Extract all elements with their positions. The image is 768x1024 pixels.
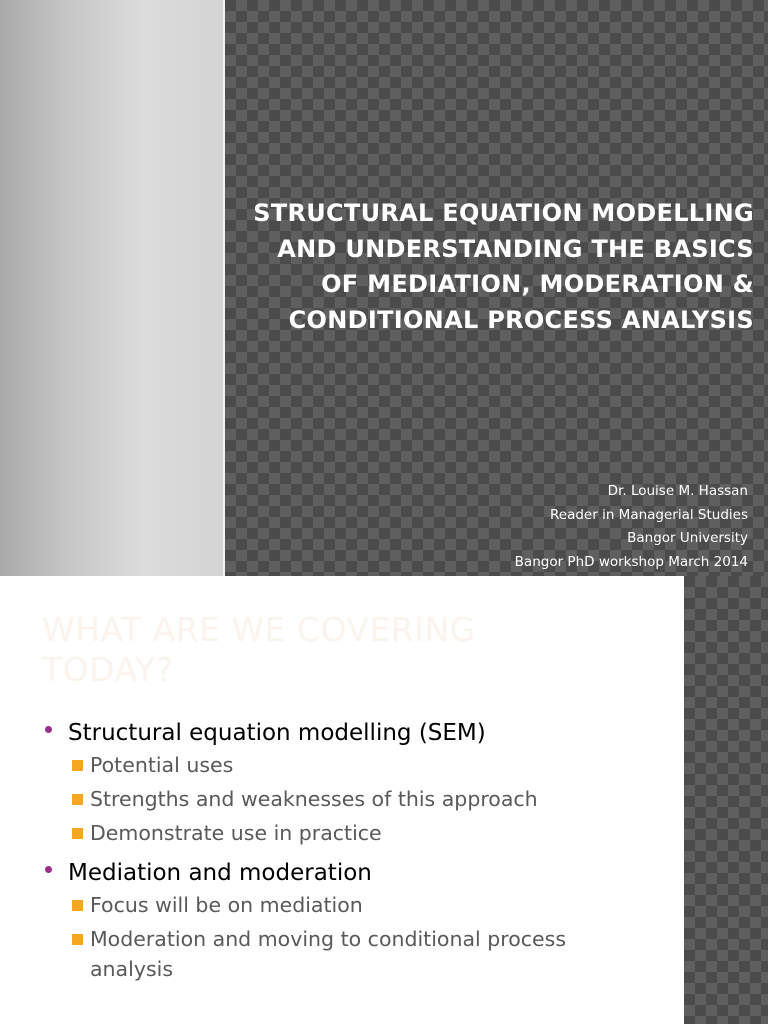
- sub-bullet-text: Strengths and weaknesses of this approach: [90, 787, 538, 811]
- sub-bullet-text: Potential uses: [90, 753, 234, 777]
- bullet-item: [42, 716, 642, 848]
- diamond-pattern-panel: [225, 0, 768, 576]
- agenda-slide: [0, 576, 768, 1024]
- bullet-item: [42, 856, 642, 984]
- sub-bullet-item: [68, 784, 642, 814]
- title-line: OF MEDIATION, MODERATION &: [321, 270, 754, 298]
- agenda-body: [42, 716, 642, 992]
- bullet-dot-icon: [45, 866, 52, 873]
- author-role: Reader in Managerial Studies: [550, 506, 748, 523]
- author-name: Dr. Louise M. Hassan: [607, 483, 748, 499]
- sub-bullet-text: Demonstrate use in practice: [90, 821, 382, 845]
- agenda-title-line: TODAY?: [42, 650, 174, 689]
- square-bullet-icon: [72, 934, 83, 945]
- title-line: CONDITIONAL PROCESS ANALYSIS: [288, 305, 754, 334]
- title-line: STRUCTURAL EQUATION MODELLING: [253, 199, 754, 227]
- gradient-panel: [0, 0, 223, 576]
- sub-bullet-text: Moderation and moving to conditional process analysis: [90, 927, 567, 981]
- square-bullet-icon: [72, 828, 83, 839]
- bullet-dot-icon: [45, 726, 52, 733]
- square-bullet-icon: [72, 760, 83, 771]
- agenda-title: [42, 610, 476, 690]
- square-bullet-icon: [72, 900, 83, 911]
- sub-bullet-list: [68, 750, 642, 848]
- bullet-list: [42, 716, 642, 984]
- sub-bullet-list: [68, 890, 642, 984]
- square-bullet-icon: [72, 794, 83, 805]
- title-line: AND UNDERSTANDING THE BASICS: [277, 234, 754, 263]
- sub-bullet-item: [68, 818, 642, 848]
- sub-bullet-text: Focus will be on mediation: [90, 893, 363, 917]
- bullet-text: Mediation and moderation: [68, 860, 372, 886]
- sub-bullet-item: [68, 924, 642, 984]
- slide-title: [234, 196, 754, 338]
- sub-bullet-item: [68, 890, 642, 920]
- author-block: [348, 480, 748, 574]
- agenda-title-line: WHAT ARE WE COVERING: [42, 610, 476, 649]
- author-affiliation: Bangor University: [627, 530, 748, 546]
- sub-bullet-item: [68, 750, 642, 780]
- bullet-text: Structural equation modelling (SEM): [68, 720, 486, 746]
- diamond-pattern-strip: [684, 576, 768, 1024]
- event-line: Bangor PhD workshop March 2014: [514, 553, 748, 570]
